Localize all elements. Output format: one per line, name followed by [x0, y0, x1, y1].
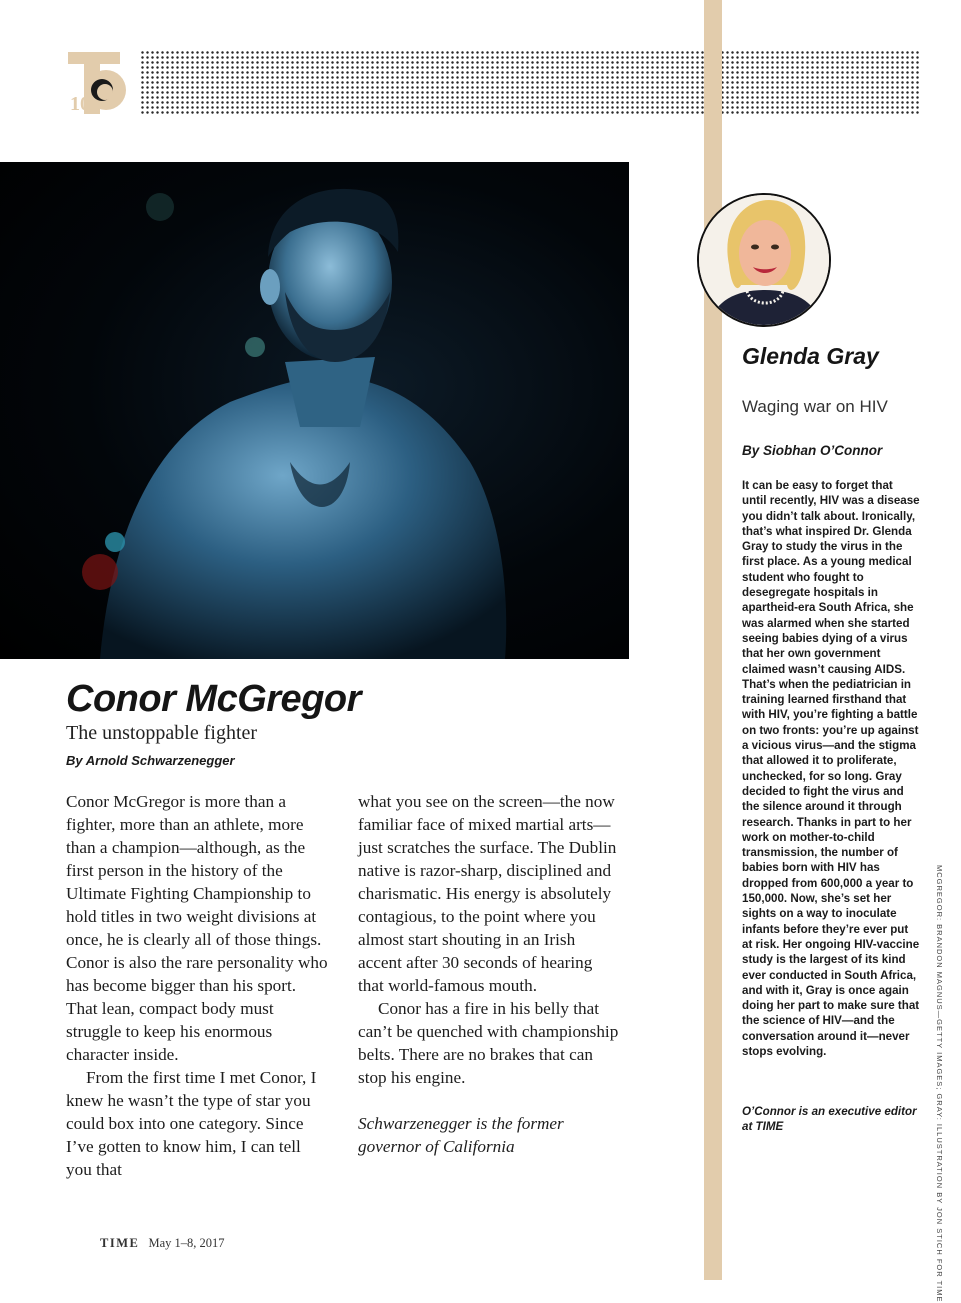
dot-pattern-banner [140, 50, 920, 114]
article-subtitle: The unstoppable fighter [66, 722, 258, 744]
portrait-illustration [697, 193, 831, 327]
sidebar-author-credit: O’Connor is an executive editor at TIME [742, 1105, 917, 1134]
sidebar-subtitle: Waging war on HIV [742, 397, 888, 416]
author-credit: Schwarzenegger is the former governor of California [358, 1114, 564, 1156]
article-paragraph: Conor McGregor is more than a fighter, more than an athlete, more than a champion—although, as the first person in the history of the Ultimate Fighting Championship to hold titles in two weight divisions at once, he is clearly all of those things. Conor is also the rare personality who has become bigger than his sport. That lean, compact body must struggle to keep his enormous character inside. [66, 792, 328, 1064]
sidebar-byline: By Siobhan O’Connor [742, 443, 883, 458]
accent-bar [704, 0, 722, 1280]
footer-brand: TIME [100, 1236, 140, 1250]
article-byline: By Arnold Schwarzenegger [66, 753, 235, 768]
article-paragraph: what you see on the screen—the now familiar face of mixed martial arts—just scratches the surface. The Dublin native is razor-sharp, disciplined and charismatic. His energy is absolutely contagious, to the point where you almost start shouting in an Irish accent after 30 seconds of hearing that world-famous mouth. [358, 792, 617, 995]
article-column-1 [66, 790, 328, 1181]
logo-numerals: 10 [70, 93, 90, 115]
article-paragraph: Conor has a fire in his belly that can’t be quenched with championship belts. There are no brakes that can stop his engine. [358, 999, 619, 1087]
fighter-photo [0, 162, 629, 659]
time-100-logo-icon [66, 50, 128, 116]
photo-credit: MCGREGOR: BRANDON MAGNUS—GETTY IMAGES; GRAY: ILLUSTRATION BY JON STICH FOR TIME [935, 865, 944, 1303]
article-title: Conor McGregor [66, 678, 361, 720]
sidebar-title: Glenda Gray [742, 343, 879, 369]
article-paragraph: From the first time I met Conor, I knew he wasn’t the type of star you could box into one category. Since I’ve gotten to know him, I can tell you that [66, 1068, 317, 1179]
footer-date: May 1–8, 2017 [148, 1236, 225, 1250]
sidebar-body: It can be easy to forget that until recently, HIV was a disease you didn’t talk about. Ironically, that’s what inspired Dr. Glenda Gray to study the virus in the first place. As a young medical student who fought to desegregate hospitals in apartheid-era South Africa, she was alarmed when she started seeing babies dying of a virus that her own government claimed wasn’t causing AIDS. That’s when the pediatrician in training learned firsthand that with HIV, you’re fighting a battle on two fronts: you’re up against a vicious virus—and the stigma that allowed it to proliferate, unchecked, for so long. Gray decided to fight the virus and the silence around it through research. Thanks in part to her work on mother-to-child transmission, the number of babies born with HIV has dropped from 600,000 a year to 150,000. Now, she’s set her sights on a way to inoculate infants before they’re ever put at risk. Her ongoing HIV-vaccine study is the largest of its kind ever conducted in South Africa, and with it, Gray is once again doing her part to make sure that the science of HIV—and the conversation around it—never stops evolving. [742, 479, 920, 1058]
article-column-2 [358, 790, 620, 1158]
page-footer [100, 1236, 225, 1251]
